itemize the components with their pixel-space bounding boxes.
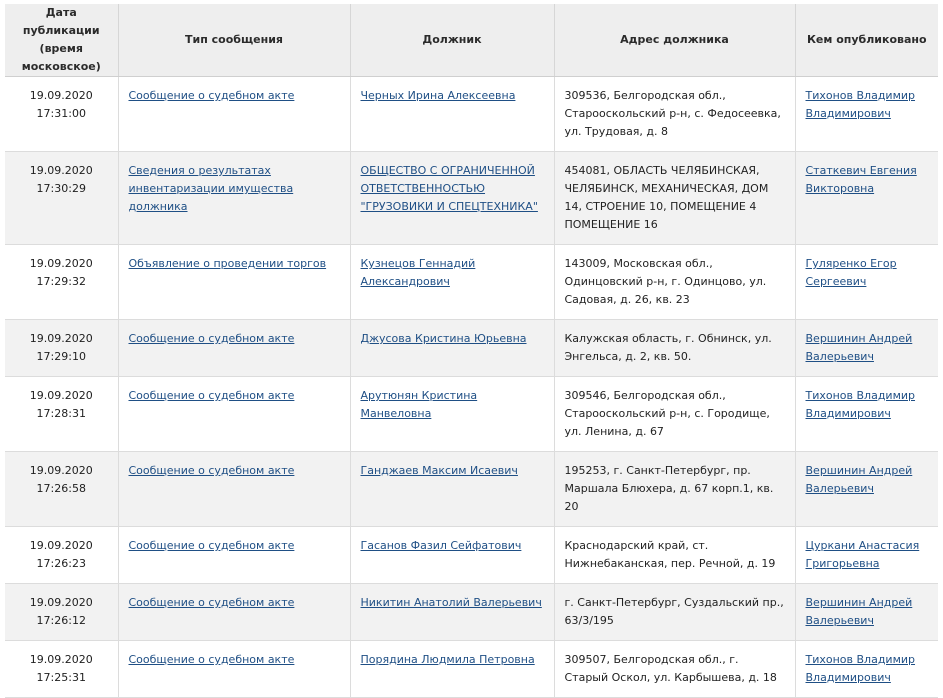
publisher-link[interactable]: Статкевич Евгения Викторовна (805, 164, 917, 195)
publication-date-cell (5, 77, 118, 152)
publisher-cell (795, 527, 938, 584)
column-header-address[interactable]: Адрес должника (554, 4, 795, 77)
publication-date: 19.09.2020 (29, 164, 93, 177)
message-type-link[interactable]: Сведения о результатах инвентаризации имущества должника (128, 164, 294, 213)
publication-date: 19.09.2020 (29, 539, 93, 552)
message-type-link[interactable]: Объявление о проведении торгов (128, 257, 327, 270)
message-type-cell (118, 152, 350, 245)
publisher-cell (795, 377, 938, 452)
publication-time: 17:25:31 (36, 671, 86, 684)
table-row (5, 320, 938, 377)
debtor-cell (350, 641, 554, 698)
table-row (5, 584, 938, 641)
publication-date: 19.09.2020 (29, 653, 93, 666)
publication-time: 17:30:29 (36, 182, 86, 195)
debtor-link[interactable]: Кузнецов Геннадий Александрович (360, 257, 476, 288)
message-type-link[interactable]: Сообщение о судебном акте (128, 389, 295, 402)
message-type-cell (118, 245, 350, 320)
publisher-cell (795, 584, 938, 641)
table-row (5, 452, 938, 527)
publication-time: 17:26:23 (36, 557, 86, 570)
publication-date: 19.09.2020 (29, 257, 93, 270)
debtor-cell (350, 527, 554, 584)
column-header-date[interactable]: Дата публикации (время московское) (5, 4, 118, 77)
debtor-cell (350, 377, 554, 452)
debtor-address: Краснодарский край, ст. Нижнебаканская, пер. Речной, д. 19 (554, 527, 795, 584)
message-type-link[interactable]: Сообщение о судебном акте (128, 89, 295, 102)
debtor-address: 309546, Белгородская обл., Старооскольский р-н, с. Городище, ул. Ленина, д. 67 (554, 377, 795, 452)
debtor-link[interactable]: Арутюнян Кристина Манвеловна (360, 389, 478, 420)
message-type-cell (118, 452, 350, 527)
column-header-type[interactable]: Тип сообщения (118, 4, 350, 77)
publication-time: 17:26:12 (36, 614, 86, 627)
publisher-link[interactable]: Тихонов Владимир Владимирович (805, 389, 916, 420)
message-type-cell (118, 77, 350, 152)
debtor-link[interactable]: Порядина Людмила Петровна (360, 653, 535, 666)
publication-date-cell (5, 152, 118, 245)
debtor-cell (350, 320, 554, 377)
publication-date: 19.09.2020 (29, 389, 93, 402)
debtor-link[interactable]: Черных Ирина Алексеевна (360, 89, 516, 102)
table-header-row (5, 4, 938, 77)
publication-date: 19.09.2020 (29, 89, 93, 102)
column-header-publisher[interactable]: Кем опубликовано (795, 4, 938, 77)
table-row (5, 527, 938, 584)
table-row (5, 377, 938, 452)
message-type-link[interactable]: Сообщение о судебном акте (128, 539, 295, 552)
publication-date-cell (5, 527, 118, 584)
publisher-cell (795, 320, 938, 377)
publisher-link[interactable]: Вершинин Андрей Валерьевич (805, 332, 913, 363)
debtor-cell (350, 584, 554, 641)
debtor-cell (350, 77, 554, 152)
debtor-link[interactable]: Никитин Анатолий Валерьевич (360, 596, 542, 609)
column-header-debtor[interactable]: Должник (350, 4, 554, 77)
publication-time: 17:31:00 (36, 107, 86, 120)
publication-date-cell (5, 584, 118, 641)
publisher-link[interactable]: Цуркани Анастасия Григорьевна (805, 539, 920, 570)
debtor-cell (350, 452, 554, 527)
table-row (5, 641, 938, 698)
debtor-link[interactable]: Джусова Кристина Юрьевна (360, 332, 527, 345)
message-type-link[interactable]: Сообщение о судебном акте (128, 653, 295, 666)
publication-date-cell (5, 245, 118, 320)
publisher-cell (795, 152, 938, 245)
messages-table (5, 4, 938, 698)
debtor-link[interactable]: Гасанов Фазил Сейфатович (360, 539, 522, 552)
debtor-address: 195253, г. Санкт-Петербург, пр. Маршала Блюхера, д. 67 корп.1, кв. 20 (554, 452, 795, 527)
debtor-address: 309536, Белгородская обл., Старооскольский р-н, с. Федосеевка, ул. Трудовая, д. 8 (554, 77, 795, 152)
debtor-address: г. Санкт-Петербург, Суздальский пр., 63/3/195 (554, 584, 795, 641)
publisher-link[interactable]: Вершинин Андрей Валерьевич (805, 596, 913, 627)
message-type-cell (118, 641, 350, 698)
publication-time: 17:29:10 (36, 350, 86, 363)
message-type-cell (118, 320, 350, 377)
publisher-cell (795, 452, 938, 527)
debtor-address: 454081, ОБЛАСТЬ ЧЕЛЯБИНСКАЯ, ЧЕЛЯБИНСК, МЕХАНИЧЕСКАЯ, ДОМ 14, СТРОЕНИЕ 10, ПОМЕЩЕНИЕ 4 ПОМЕЩЕНИЕ 16 (554, 152, 795, 245)
table-row (5, 77, 938, 152)
message-type-link[interactable]: Сообщение о судебном акте (128, 464, 295, 477)
publisher-cell (795, 77, 938, 152)
debtor-address: 309507, Белгородская обл., г. Старый Оскол, ул. Карбышева, д. 18 (554, 641, 795, 698)
publisher-link[interactable]: Вершинин Андрей Валерьевич (805, 464, 913, 495)
publication-date: 19.09.2020 (29, 332, 93, 345)
publisher-cell (795, 641, 938, 698)
publication-date-cell (5, 641, 118, 698)
message-type-cell (118, 584, 350, 641)
message-type-cell (118, 527, 350, 584)
publication-time: 17:29:32 (36, 275, 86, 288)
publication-date-cell (5, 452, 118, 527)
publication-date: 19.09.2020 (29, 464, 93, 477)
table-row (5, 245, 938, 320)
table-row (5, 152, 938, 245)
message-type-link[interactable]: Сообщение о судебном акте (128, 596, 295, 609)
publisher-link[interactable]: Тихонов Владимир Владимирович (805, 89, 916, 120)
publication-date-cell (5, 320, 118, 377)
debtor-link[interactable]: Ганджаев Максим Исаевич (360, 464, 518, 477)
debtor-link[interactable]: ОБЩЕСТВО С ОГРАНИЧЕННОЙ ОТВЕТСТВЕННОСТЬЮ "ГРУЗОВИКИ И СПЕЦТЕХНИКА" (360, 164, 538, 213)
publication-date: 19.09.2020 (29, 596, 93, 609)
debtor-address: 143009, Московская обл., Одинцовский р-н, г. Одинцово, ул. Садовая, д. 26, кв. 23 (554, 245, 795, 320)
publisher-link[interactable]: Гуляренко Егор Сергеевич (805, 257, 897, 288)
message-type-link[interactable]: Сообщение о судебном акте (128, 332, 295, 345)
publication-date-cell (5, 377, 118, 452)
message-type-cell (118, 377, 350, 452)
debtor-cell (350, 245, 554, 320)
publication-time: 17:28:31 (36, 407, 86, 420)
publisher-link[interactable]: Тихонов Владимир Владимирович (805, 653, 916, 684)
debtor-cell (350, 152, 554, 245)
debtor-address: Калужская область, г. Обнинск, ул. Энгельса, д. 2, кв. 50. (554, 320, 795, 377)
publication-time: 17:26:58 (36, 482, 86, 495)
publisher-cell (795, 245, 938, 320)
